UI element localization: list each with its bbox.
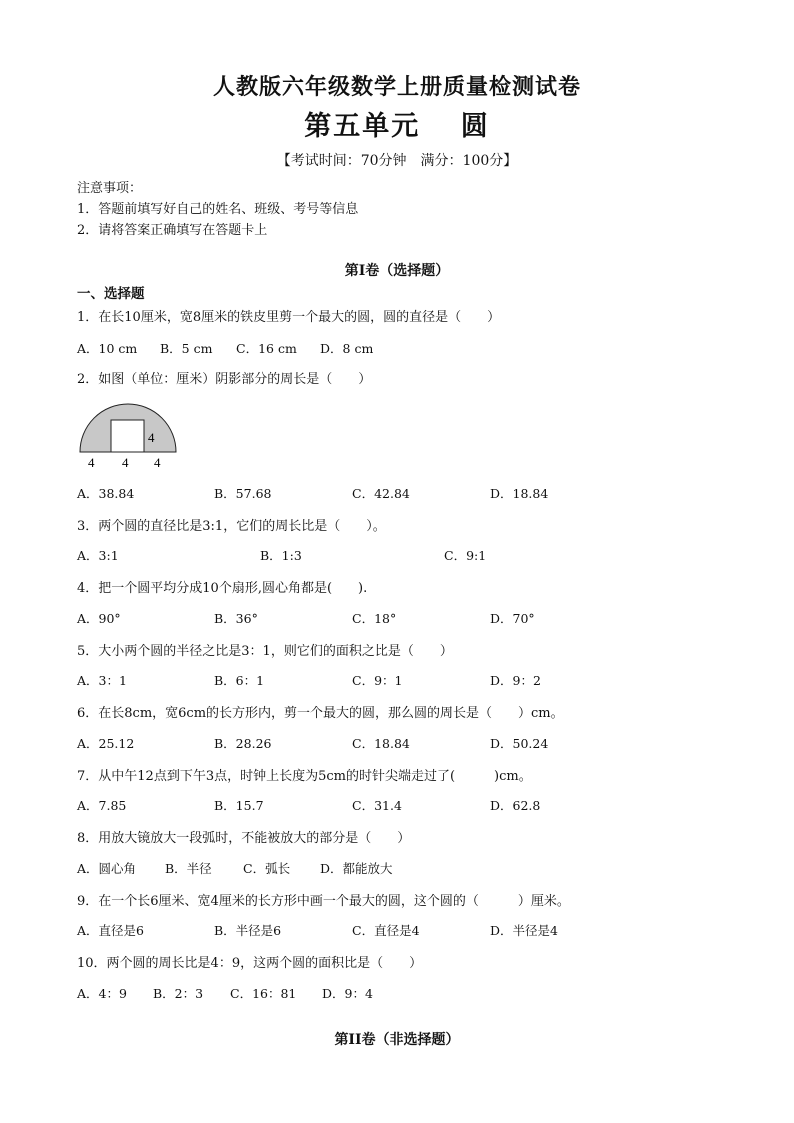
base-label-right: 4 (154, 455, 161, 470)
option: B．半径是6 (214, 923, 282, 938)
notes-heading: 注意事项： (77, 181, 143, 196)
part1-title: 第I卷（选择题） (344, 263, 450, 279)
option: D．70° (490, 611, 535, 626)
unit-title: 第五单元 圆 (304, 111, 490, 142)
option: C．16 cm (236, 341, 297, 356)
option: B．36° (214, 611, 258, 626)
question-stem: 5．大小两个圆的半径之比是3：1，则它们的面积之比是（ ） (77, 644, 453, 659)
part2-title: 第II卷（非选择题） (334, 1032, 460, 1048)
option: A．38.84 (77, 486, 135, 501)
option: B．15.7 (214, 798, 264, 813)
semicircle-figure (78, 400, 178, 472)
notes-item: 1．答题前填写好自己的姓名、班级、考号等信息 (77, 202, 359, 217)
option: C．16：81 (230, 986, 297, 1001)
question-stem: 1．在长10厘米，宽8厘米的铁皮里剪一个最大的圆，圆的直径是（ ） (77, 310, 501, 325)
option: A．7.85 (77, 798, 127, 813)
option: D．8 cm (320, 341, 374, 356)
question-stem: 4．把一个圆平均分成10个扇形,圆心角都是( ). (77, 581, 368, 596)
option: C．9:1 (444, 548, 487, 563)
option: D．半径是4 (490, 923, 558, 938)
inner-square (111, 420, 144, 452)
option: C．9：1 (352, 673, 403, 688)
option: D．都能放大 (320, 861, 393, 876)
option: A．25.12 (77, 736, 135, 751)
notes-block (77, 178, 358, 241)
option: A．直径是6 (77, 923, 144, 938)
option: C．31.4 (352, 798, 402, 813)
base-label-left: 4 (88, 455, 95, 470)
question-stem: 8．用放大镜放大一段弧时，不能被放大的部分是（ ） (77, 831, 411, 846)
option: B．6：1 (214, 673, 265, 688)
option: D．62.8 (490, 798, 541, 813)
question-stem: 3．两个圆的直径比是3:1，它们的周长比是（ ）。 (77, 519, 386, 534)
option: C．18° (352, 611, 397, 626)
question-stem: 7．从中午12点到下午3点，时钟上长度为5cm的时针尖端走过了( )cm。 (77, 769, 532, 784)
option: A．10 cm (77, 341, 138, 356)
option: B．28.26 (214, 736, 272, 751)
exam-info: 【考试时间：70分钟 满分：100分】 (276, 153, 518, 169)
option: C．18.84 (352, 736, 410, 751)
height-label: 4 (148, 430, 155, 445)
notes-item: 2．请将答案正确填写在答题卡上 (77, 223, 268, 238)
option: C．弧长 (243, 861, 291, 876)
option: C．42.84 (352, 486, 410, 501)
section1-title: 一、选择题 (77, 286, 145, 302)
question-stem: 2．如图（单位：厘米）阴影部分的周长是（ ） (77, 372, 372, 387)
question-stem: 10．两个圆的周长比是4：9，这两个圆的面积比是（ ） (77, 956, 423, 971)
option: B．5 cm (160, 341, 213, 356)
option: C．直径是4 (352, 923, 420, 938)
option: D．9：4 (322, 986, 373, 1001)
option: B．半径 (165, 861, 212, 876)
option: A．90° (77, 611, 121, 626)
option: B．57.68 (214, 486, 272, 501)
question-stem: 9．在一个长6厘米、宽4厘米的长方形中画一个最大的圆，这个圆的（ ）厘米。 (77, 894, 570, 909)
option: D．9：2 (490, 673, 541, 688)
option: D．50.24 (490, 736, 549, 751)
base-label-middle: 4 (122, 455, 129, 470)
option: B．1:3 (260, 548, 302, 563)
question-stem: 6．在长8cm，宽6cm的长方形内，剪一个最大的圆，那么圆的周长是（ ）cm。 (77, 706, 564, 721)
option: A．3：1 (77, 673, 127, 688)
option: D．18.84 (490, 486, 549, 501)
exam-title: 人教版六年级数学上册质量检测试卷 (212, 74, 581, 100)
option: A．3:1 (77, 548, 119, 563)
option: A．4：9 (77, 986, 127, 1001)
option: B．2：3 (153, 986, 204, 1001)
option: A．圆心角 (77, 861, 137, 876)
